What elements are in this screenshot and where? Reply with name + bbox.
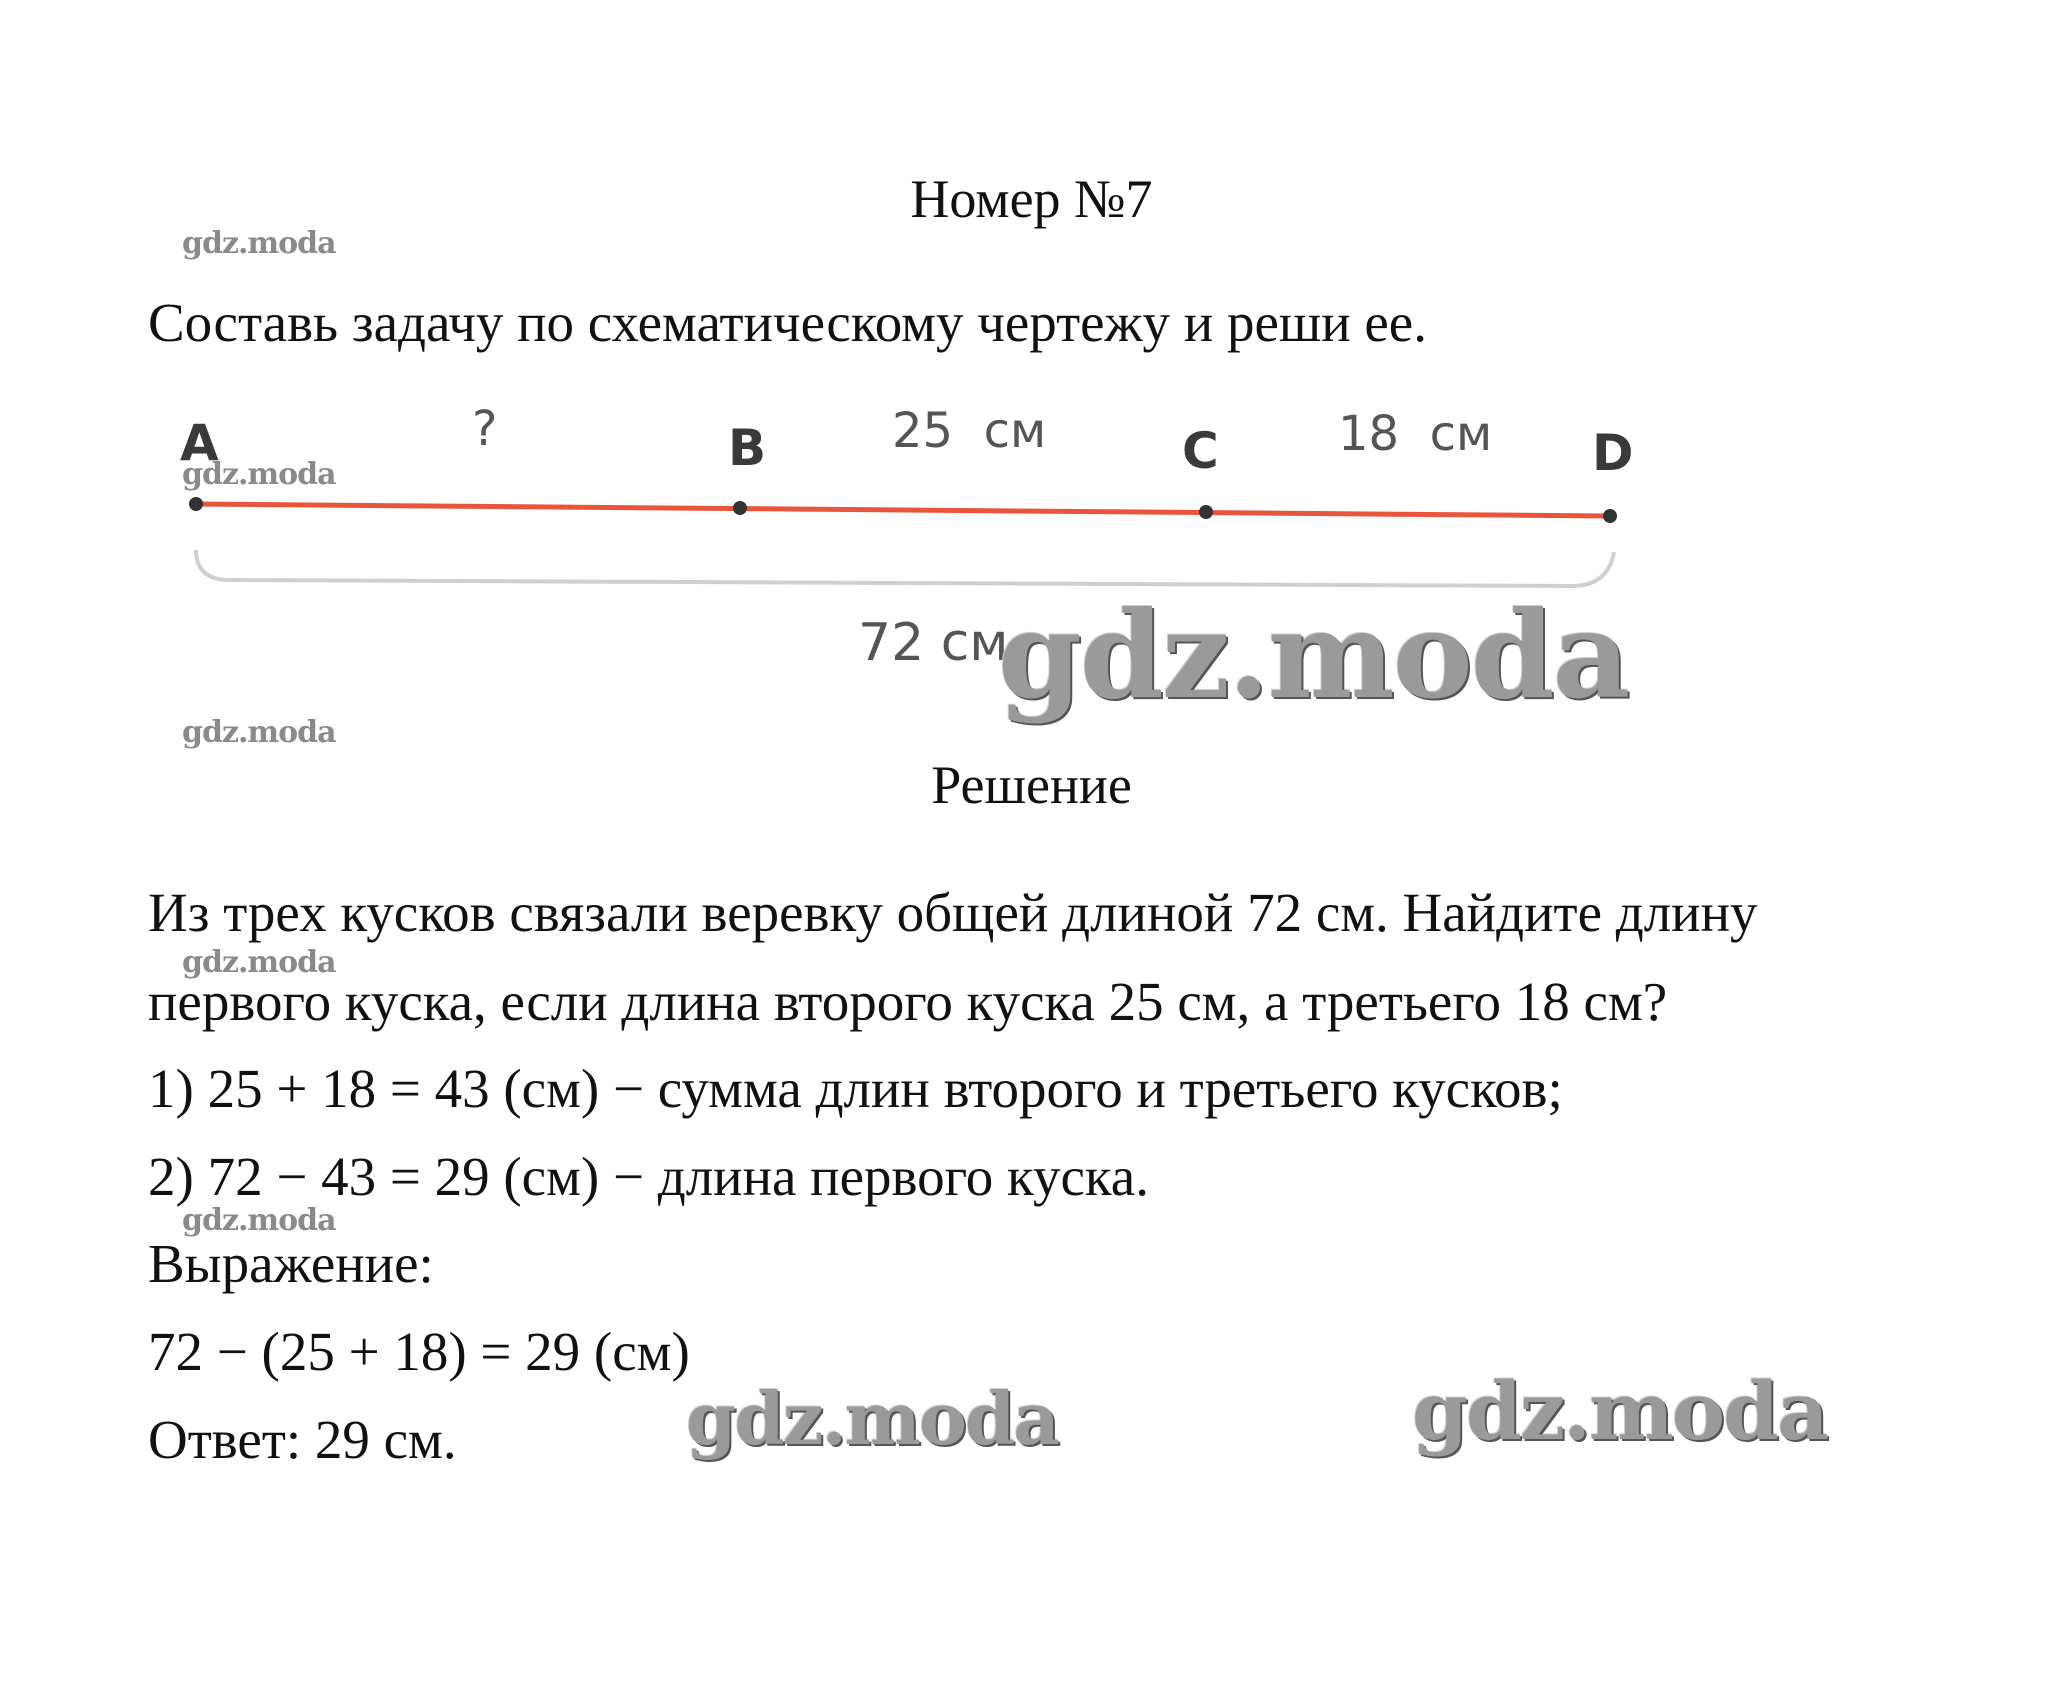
problem-line-2: первого куска, если длина второго куска 25 см, а третьего 18 см? [148, 971, 1668, 1032]
watermark-medium: gdz.moda [1412, 1364, 1827, 1458]
watermark-medium: gdz.moda [686, 1376, 1058, 1461]
watermark-large: gdz.moda [998, 585, 1629, 726]
point-a [189, 497, 203, 511]
watermark: gdz.moda [182, 457, 336, 492]
watermark: gdz.moda [182, 715, 336, 750]
total-brace [196, 550, 1614, 586]
solution-step-2: 2) 72 − 43 = 29 (см) − длина первого куска. [148, 1146, 1149, 1207]
point-c [1199, 505, 1213, 519]
expression-label: Выражение: [148, 1233, 434, 1294]
expression: 72 − (25 + 18) = 29 (см) [148, 1321, 690, 1382]
answer: Ответ: 29 см. [148, 1409, 457, 1470]
point-label-d: D [1592, 424, 1634, 482]
segment-label-cd: 18 см [1338, 406, 1493, 462]
watermark: gdz.moda [182, 945, 336, 980]
watermark: gdz.moda [182, 226, 336, 261]
point-d [1603, 509, 1617, 523]
segment-label-ab: ? [472, 401, 498, 457]
segment-line [196, 504, 1610, 516]
watermark: gdz.moda [182, 1203, 336, 1238]
point-b [733, 501, 747, 515]
segment-label-bc: 25 см [892, 403, 1047, 459]
page-title: Номер №7 [910, 169, 1153, 229]
problem-line-1: Из трех кусков связали веревку общей длиной 72 см. Найдите длину [148, 882, 1758, 943]
solution-step-1: 1) 25 + 18 = 43 (см) − сумма длин второго и третьего кусков; [148, 1058, 1563, 1119]
point-label-c: C [1182, 422, 1219, 480]
point-label-b: B [728, 419, 767, 477]
task-text: Составь задачу по схематическому чертежу и реши ее. [148, 292, 1427, 353]
point-label-a: A [180, 414, 219, 472]
total-label: 72 см [858, 613, 1009, 673]
solution-title: Решение [931, 755, 1132, 815]
